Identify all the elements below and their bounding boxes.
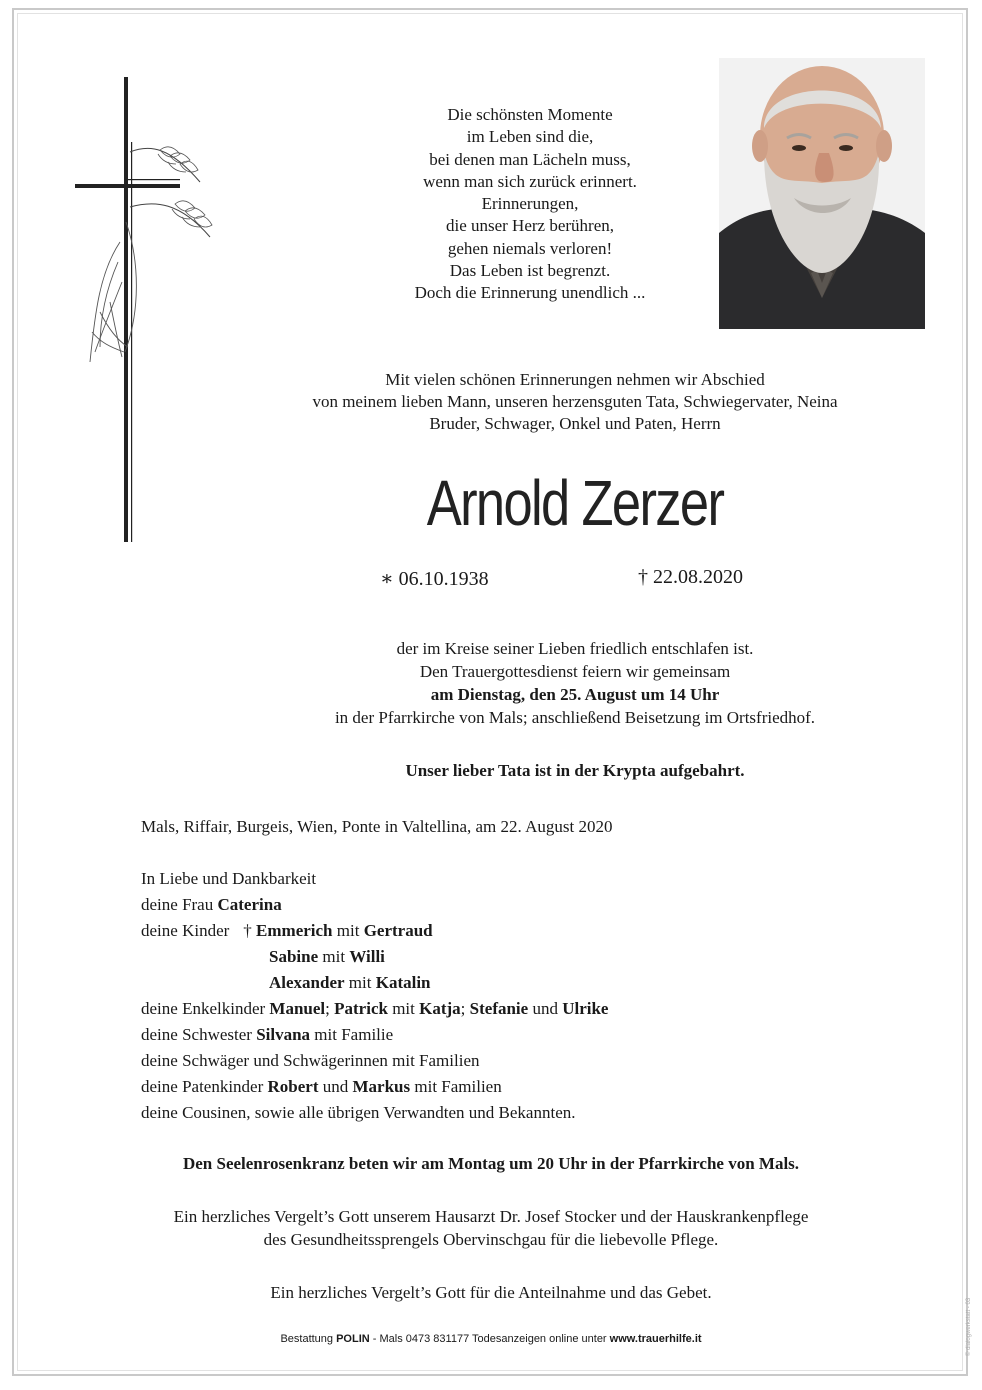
footer-label: Bestattung	[280, 1333, 337, 1345]
family-heading: In Liebe und Dankbarkeit	[141, 869, 317, 888]
intro-text	[200, 369, 950, 435]
family-cousins: deine Cousinen, sowie alle übrigen Verwandten und Bekannten.	[141, 1103, 576, 1122]
family-kid	[141, 970, 608, 996]
side-credit: © dialogwerkstatt - 03	[966, 1297, 972, 1356]
name: Silvana	[256, 1025, 311, 1044]
name: Sabine	[269, 947, 319, 966]
name: Caterina	[217, 895, 282, 914]
name: Gertraud	[363, 921, 433, 940]
name: Katalin	[375, 973, 431, 992]
service-datetime	[200, 683, 950, 706]
label: mit	[332, 921, 364, 940]
place-date: Mals, Riffair, Burgeis, Wien, Ponte in Valtellina, am 22. August 2020	[141, 817, 613, 836]
label: deine Schwester	[141, 1025, 257, 1044]
krypta-notice: Unser lieber Tata ist in der Krypta aufgebahrt.	[405, 761, 745, 780]
label: deine Frau	[141, 895, 218, 914]
cross-symbol: †	[243, 921, 257, 940]
thanks-line: des Gesundheitssprengels Obervinschgau für die liebevolle Pflege.	[263, 1230, 719, 1249]
name: Stefanie	[469, 999, 529, 1018]
label: deine Enkelkinder	[141, 999, 270, 1018]
label: mit	[344, 973, 376, 992]
portrait-photo	[719, 58, 925, 329]
intro-line: von meinem lieben Mann, unseren herzensguten Tata, Schwiegervater, Neina	[312, 392, 838, 411]
family-list	[141, 866, 608, 1126]
footer	[40, 1333, 942, 1345]
service-line: der im Kreise seiner Lieben friedlich entschlafen ist.	[396, 639, 754, 658]
intro-line: Mit vielen schönen Erinnerungen nehmen wir Abschied	[385, 370, 765, 389]
name: Willi	[349, 947, 385, 966]
family-sister	[141, 1022, 608, 1048]
death-date: † 22.08.2020	[638, 566, 743, 588]
poem-line: im Leben sind die,	[466, 127, 594, 147]
name: Manuel	[269, 999, 326, 1018]
name: Robert	[267, 1077, 319, 1096]
name: Patrick	[334, 999, 388, 1018]
service-line: Den Trauergottesdienst feiern wir gemeinsam	[419, 662, 731, 681]
poem-line: bei denen man Lächeln muss,	[429, 149, 631, 169]
poem-line: gehen niemals verloren!	[447, 238, 613, 258]
family-inlaws: deine Schwäger und Schwägerinnen mit Familien	[141, 1051, 480, 1070]
label: mit Familien	[410, 1077, 502, 1096]
name: Markus	[352, 1077, 411, 1096]
thanks-general: Ein herzliches Vergelt’s Gott für die Anteilnahme und das Gebet.	[270, 1283, 712, 1302]
poem-line: Die schönsten Momente	[447, 105, 613, 124]
label: mit	[318, 947, 350, 966]
deceased-name: Arnold Zerzer	[426, 467, 724, 539]
label: und	[528, 999, 563, 1018]
family-wife	[141, 892, 608, 918]
family-kids	[141, 918, 608, 944]
poem-line: Doch die Erinnerung unendlich ...	[414, 283, 646, 303]
intro-line: Bruder, Schwager, Onkel und Paten, Herrn	[429, 414, 721, 433]
rosary-notice: Den Seelenrosenkranz beten wir am Montag um 20 Uhr in der Pfarrkirche von Mals.	[182, 1154, 800, 1173]
service-line: in der Pfarrkirche von Mals; anschließend Beisetzung im Ortsfriedhof.	[334, 708, 816, 727]
label: ;	[460, 999, 470, 1018]
name: Alexander	[269, 973, 345, 992]
footer-label: - Mals 0473 831177 Todesanzeigen online unter	[369, 1333, 610, 1345]
service-date-bold: am Dienstag, den 25. August um 14 Uhr	[430, 685, 720, 704]
label: deine Kinder	[141, 921, 230, 940]
poem-line: Das Leben ist begrenzt.	[449, 261, 611, 281]
poem	[330, 104, 730, 305]
family-godkids	[141, 1074, 608, 1100]
label: mit	[387, 999, 420, 1018]
thanks-doctor	[40, 1205, 942, 1251]
name: Emmerich	[256, 921, 333, 940]
poem-line: die unser Herz berühren,	[445, 216, 615, 236]
cross-wheat-icon	[70, 72, 230, 547]
label: deine Patenkinder	[141, 1077, 268, 1096]
poem-line: Erinnerungen,	[481, 194, 579, 214]
label: mit Familie	[310, 1025, 394, 1044]
name: Katja	[419, 999, 461, 1018]
footer-company: POLIN	[336, 1333, 370, 1345]
footer-url[interactable]: www.trauerhilfe.it	[609, 1333, 702, 1345]
poem-line: wenn man sich zurück erinnert.	[423, 171, 637, 191]
family-grandkids	[141, 996, 608, 1022]
label: und	[318, 1077, 353, 1096]
name: Ulrike	[562, 999, 609, 1018]
thanks-line: Ein herzliches Vergelt’s Gott unserem Hausarzt Dr. Josef Stocker und der Hauskrankenpflege	[173, 1207, 809, 1226]
service-info	[200, 637, 950, 729]
family-kid	[141, 944, 608, 970]
birth-date: ∗ 06.10.1938	[380, 568, 489, 590]
portrait-illustration	[719, 58, 925, 329]
label: ;	[325, 999, 335, 1018]
